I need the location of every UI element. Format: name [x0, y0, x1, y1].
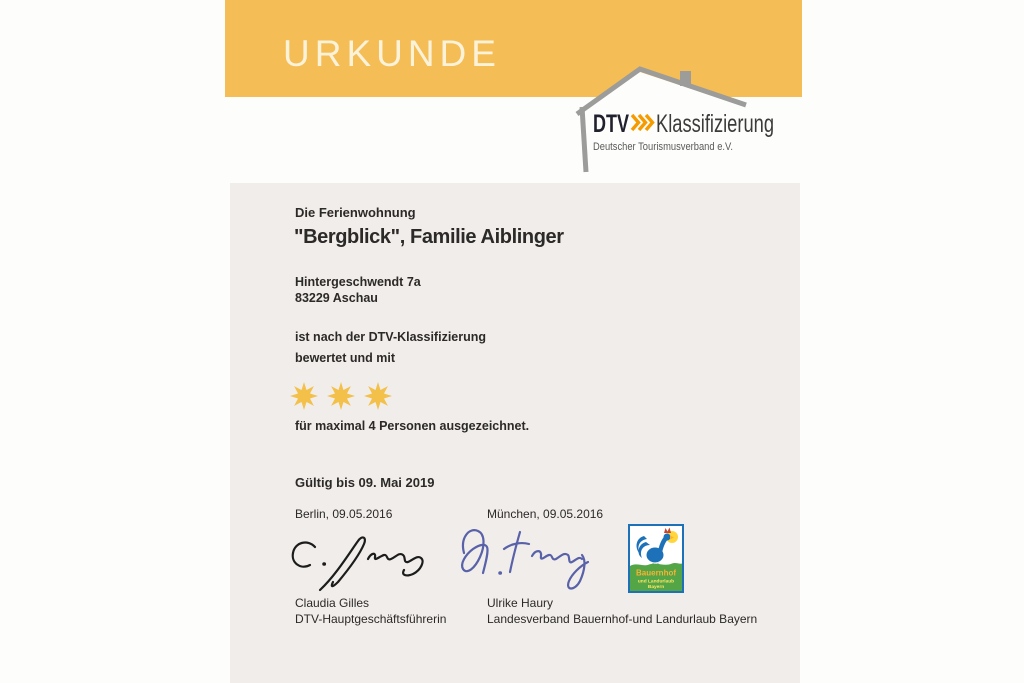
- bauernhof-logo: [628, 524, 684, 593]
- capacity-line: für maximal 4 Personen ausgezeichnet.: [295, 419, 530, 433]
- partner-line1: Bauernhof: [636, 568, 676, 578]
- address-line1: Hintergeschwendt 7a: [295, 275, 421, 289]
- dtv-logo: [565, 55, 815, 175]
- star-rating: [290, 382, 392, 410]
- chevrons-icon: [632, 115, 653, 130]
- dtv-brand-text: DTV: [593, 110, 630, 138]
- signer-right-block: [487, 595, 757, 627]
- address-block: [295, 274, 421, 306]
- place-date-right: München, 09.05.2016: [487, 507, 604, 521]
- signature-gilles: [286, 532, 446, 592]
- place-date-left: Berlin, 09.05.2016: [295, 507, 393, 521]
- signer-left-block: [295, 595, 446, 627]
- banner-title: URKUNDE: [283, 33, 501, 74]
- signer-left-name: Claudia Gilles: [295, 596, 370, 610]
- star-icon: [290, 382, 318, 410]
- statement-block: [295, 327, 486, 369]
- property-name: "Bergblick", Familie Aiblinger: [294, 226, 564, 248]
- signature-haury: [452, 518, 607, 596]
- partner-line2: und Landurlaub: [637, 579, 675, 585]
- partner-line3: Bayern: [647, 585, 665, 590]
- address-line2: 83229 Aschau: [295, 291, 378, 305]
- intro-line: Die Ferienwohnung: [295, 205, 416, 220]
- dtv-subtitle-text: Deutscher Tourismusverband e.V.: [593, 141, 733, 153]
- validity-line: Gültig bis 09. Mai 2019: [295, 475, 435, 490]
- star-icon: [327, 382, 355, 410]
- dtv-product-text: Klassifizierung: [656, 110, 774, 138]
- statement-line1: ist nach der DTV-Klassifizierung: [295, 330, 487, 344]
- star-icon: [364, 382, 392, 410]
- signer-left-title: DTV-Hauptgeschäftsführerin: [295, 612, 447, 626]
- certificate-paper: [230, 183, 800, 683]
- signer-right-title: Landesverband Bauernhof-und Landurlaub Bayern: [487, 612, 758, 626]
- statement-line2: bewertet und mit: [295, 351, 396, 365]
- signer-right-name: Ulrike Haury: [487, 596, 554, 610]
